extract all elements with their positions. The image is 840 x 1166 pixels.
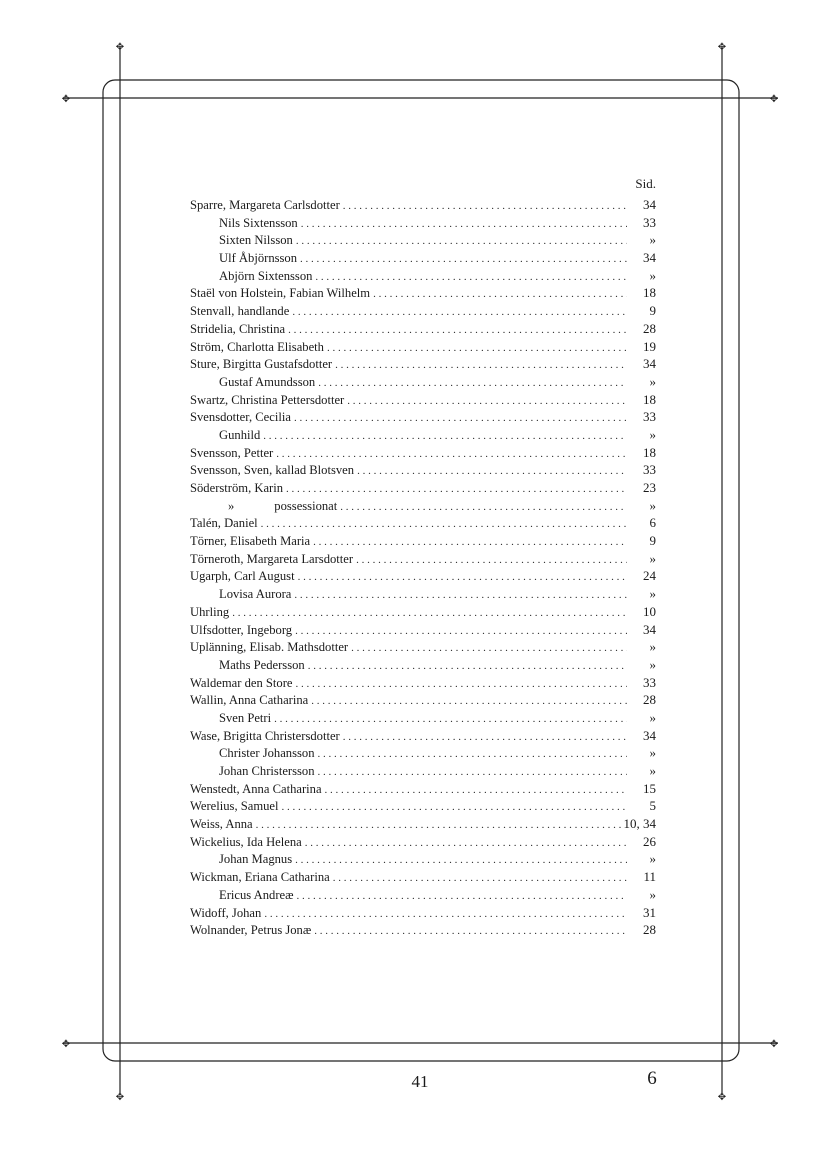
page-number: 41 (411, 1072, 429, 1091)
dot-leader (327, 340, 627, 358)
entry-extra: possessionat (274, 498, 338, 513)
index-entry (190, 797, 656, 815)
entry-name: Gunhild (219, 427, 261, 442)
index-entry (190, 921, 656, 939)
entry-name: Ugarph, Carl August (190, 569, 295, 584)
entry-page-ref: 10, 34 (623, 816, 656, 832)
entry-page-ref: » (649, 426, 656, 442)
entry-page-ref: » (649, 656, 656, 672)
corner-ornament-icon: ✥ (61, 94, 71, 105)
entry-name: Widoff, Johan (190, 905, 262, 920)
entry-name: Christer Johansson (219, 746, 315, 761)
index-entry (190, 284, 656, 302)
entry-page-ref: » (649, 586, 656, 602)
entry-page-ref: 33 (643, 214, 656, 230)
index-entry (190, 850, 656, 868)
entry-name: Törneroth, Margareta Larsdotter (190, 551, 354, 566)
corner-ornament-icon: ✥ (769, 94, 779, 105)
entry-name: Sven Petri (219, 710, 272, 725)
index-entry (190, 815, 656, 833)
entry-page-ref: 26 (643, 833, 656, 849)
entry-page-ref: 9 (649, 533, 656, 549)
entry-page-ref: 34 (643, 250, 656, 266)
index-entry (190, 691, 656, 709)
entry-name: Ulfsdotter, Ingeborg (190, 622, 293, 637)
dot-leader (311, 693, 627, 711)
index-entry (190, 302, 656, 320)
dot-leader (314, 923, 627, 941)
dot-leader (335, 357, 627, 375)
index-entry (190, 320, 656, 338)
entry-name: Söderström, Karin (190, 481, 284, 495)
dot-leader (292, 304, 627, 322)
entry-page-ref: 33 (643, 409, 656, 425)
dot-leader (351, 640, 627, 658)
entry-page-ref: 11 (643, 869, 656, 885)
index-entry (190, 567, 656, 585)
dot-leader (347, 393, 627, 411)
entry-page-ref: 28 (643, 692, 656, 708)
entry-page-ref: 18 (643, 285, 656, 301)
entry-name: Johan Christersson (219, 764, 315, 778)
entry-name: Uplänning, Elisab. Mathsdotter (190, 640, 349, 655)
index-entry (190, 479, 656, 497)
entry-name: Wickman, Eriana Catharina (190, 870, 330, 885)
entry-name: Ulf Åbjörnsson (219, 251, 298, 266)
entry-page-ref: 33 (643, 462, 656, 478)
corner-ornament-icon: ✥ (115, 1092, 125, 1103)
dot-leader (356, 552, 627, 570)
dot-leader (318, 375, 627, 393)
corner-ornament-icon: ✥ (115, 42, 125, 53)
dot-leader (274, 711, 627, 729)
entry-page-ref: 15 (643, 780, 656, 796)
dot-leader (325, 782, 627, 800)
dot-leader (343, 729, 627, 747)
page-column-header: Sid. (635, 176, 656, 191)
dot-leader (333, 870, 627, 888)
entry-name: » (228, 498, 235, 513)
entry-name: Stridelia, Christina (190, 321, 286, 336)
entry-name: Stenvall, handlande (190, 304, 290, 319)
corner-ornament-icon: ✥ (717, 1092, 727, 1103)
dot-leader (232, 605, 627, 623)
entry-page-ref: 34 (643, 356, 656, 372)
entry-page-ref: 33 (643, 674, 656, 690)
dot-leader (298, 569, 627, 587)
entry-name: Wase, Brigitta Christersdotter (190, 728, 340, 743)
entry-page-ref: » (649, 763, 656, 778)
dot-leader (315, 269, 627, 287)
dot-leader (263, 428, 627, 446)
index-entry (190, 249, 656, 267)
sheet-signature-number: 6 (647, 1068, 657, 1089)
entry-name: Sture, Birgitta Gustafsdotter (190, 357, 333, 372)
index-entry (190, 214, 656, 232)
entry-page-ref: » (649, 373, 656, 389)
entry-name: Ericus Andreæ (219, 887, 294, 902)
index-entry (190, 550, 656, 568)
dot-leader (318, 764, 628, 782)
entry-page-ref: » (649, 232, 656, 248)
dot-leader (295, 623, 627, 641)
entry-page-ref: » (649, 851, 656, 867)
index-entry (190, 196, 656, 214)
entry-page-ref: » (649, 267, 656, 283)
entry-page-ref: 23 (643, 480, 656, 495)
index-entry (190, 514, 656, 532)
entry-name: Wenstedt, Anna Catharina (190, 781, 322, 796)
dot-leader (282, 799, 627, 817)
index-entry (190, 727, 656, 745)
entry-page-ref: 9 (649, 303, 656, 319)
dot-leader (264, 906, 627, 924)
entry-page-ref: 18 (643, 444, 656, 460)
entry-page-ref: » (649, 886, 656, 902)
dot-leader (305, 835, 627, 853)
entry-name: Svensdotter, Cecilia (190, 410, 291, 425)
dot-leader (297, 888, 628, 906)
dot-leader (313, 534, 627, 552)
corner-ornament-icon: ✥ (61, 1039, 71, 1050)
index-entry (190, 621, 656, 639)
entry-name: Wallin, Anna Catharina (190, 693, 309, 708)
index-entry (190, 886, 656, 904)
index-entry (190, 497, 656, 515)
entry-name: Talén, Daniel (190, 516, 258, 531)
entry-page-ref: » (649, 709, 656, 725)
dot-leader (261, 516, 627, 534)
entry-page-ref: 24 (643, 568, 656, 584)
entry-page-ref: » (649, 550, 656, 566)
entry-name: Maths Pedersson (219, 657, 305, 672)
index-entry (190, 585, 656, 603)
entry-name: Sixten Nilsson (219, 233, 293, 248)
index-entry (190, 656, 656, 674)
index-entry (190, 674, 656, 692)
entry-name: Staël von Holstein, Fabian Wilhelm (190, 286, 371, 301)
dot-leader (373, 286, 627, 304)
index-entry (190, 338, 656, 356)
index-entry (190, 638, 656, 656)
dot-leader (288, 322, 627, 340)
entry-name: Abjörn Sixtensson (219, 268, 313, 283)
dot-leader (318, 746, 628, 764)
index-entry (190, 461, 656, 479)
dot-leader (308, 658, 627, 676)
dot-leader (340, 499, 627, 517)
index-entry (190, 373, 656, 391)
dot-leader (294, 410, 627, 428)
entry-name: Wolnander, Petrus Jonæ (190, 923, 312, 938)
dot-leader (343, 198, 627, 216)
index-entry (190, 904, 656, 922)
entry-name: Uhrling (190, 604, 230, 619)
index-entry (190, 868, 656, 886)
entry-page-ref: » (649, 497, 656, 513)
index-entry (190, 408, 656, 426)
entry-name: Svensson, Petter (190, 445, 274, 460)
name-index-list (190, 196, 656, 939)
entry-name: Svensson, Sven, kallad Blotsven (190, 463, 355, 478)
dot-leader (296, 676, 628, 694)
index-entry (190, 267, 656, 285)
entry-page-ref: 19 (643, 338, 656, 354)
index-entry (190, 231, 656, 249)
entry-name: Weiss, Anna (190, 817, 253, 832)
entry-page-ref: 6 (649, 515, 656, 531)
index-entry (190, 391, 656, 409)
index-entry (190, 709, 656, 727)
dot-leader (286, 481, 627, 499)
entry-name: Johan Magnus (219, 852, 293, 867)
entry-page-ref: 28 (643, 922, 656, 938)
index-entry (190, 532, 656, 550)
entry-page-ref: 18 (643, 391, 656, 407)
entry-page-ref: 5 (649, 798, 656, 814)
index-entry (190, 444, 656, 462)
entry-page-ref: » (649, 639, 656, 655)
corner-ornament-icon: ✥ (717, 42, 727, 53)
dot-leader (256, 817, 621, 835)
index-entry (190, 780, 656, 798)
dot-leader (295, 852, 627, 870)
entry-name: Törner, Elisabeth Maria (190, 534, 311, 549)
index-entry (190, 603, 656, 621)
index-entry (190, 833, 656, 851)
entry-page-ref: 31 (643, 904, 656, 920)
dot-leader (276, 446, 627, 464)
dot-leader (300, 251, 627, 269)
dot-leader (357, 463, 627, 481)
index-entry (190, 744, 656, 762)
entry-page-ref: 10 (643, 603, 656, 619)
entry-page-ref: 34 (643, 727, 656, 743)
entry-name: Lovisa Aurora (219, 587, 292, 602)
entry-page-ref: 34 (643, 621, 656, 637)
entry-page-ref: 28 (643, 320, 656, 336)
entry-page-ref: 34 (643, 197, 656, 212)
dot-leader (294, 587, 627, 605)
entry-name: Ström, Charlotta Elisabeth (190, 339, 324, 354)
index-entry (190, 762, 656, 780)
dot-leader (301, 216, 627, 234)
entry-name: Swartz, Christina Pettersdotter (190, 392, 345, 407)
entry-name: Gustaf Amundsson (219, 374, 316, 389)
corner-ornament-icon: ✥ (769, 1039, 779, 1050)
index-entry (190, 355, 656, 373)
entry-name: Nils Sixtensson (219, 215, 298, 230)
entry-page-ref: » (649, 745, 656, 761)
entry-name: Waldemar den Store (190, 675, 293, 690)
entry-name: Sparre, Margareta Carlsdotter (190, 198, 340, 212)
index-entry (190, 426, 656, 444)
entry-name: Werelius, Samuel (190, 799, 279, 814)
dot-leader (296, 233, 627, 251)
entry-name: Wickelius, Ida Helena (190, 834, 302, 849)
